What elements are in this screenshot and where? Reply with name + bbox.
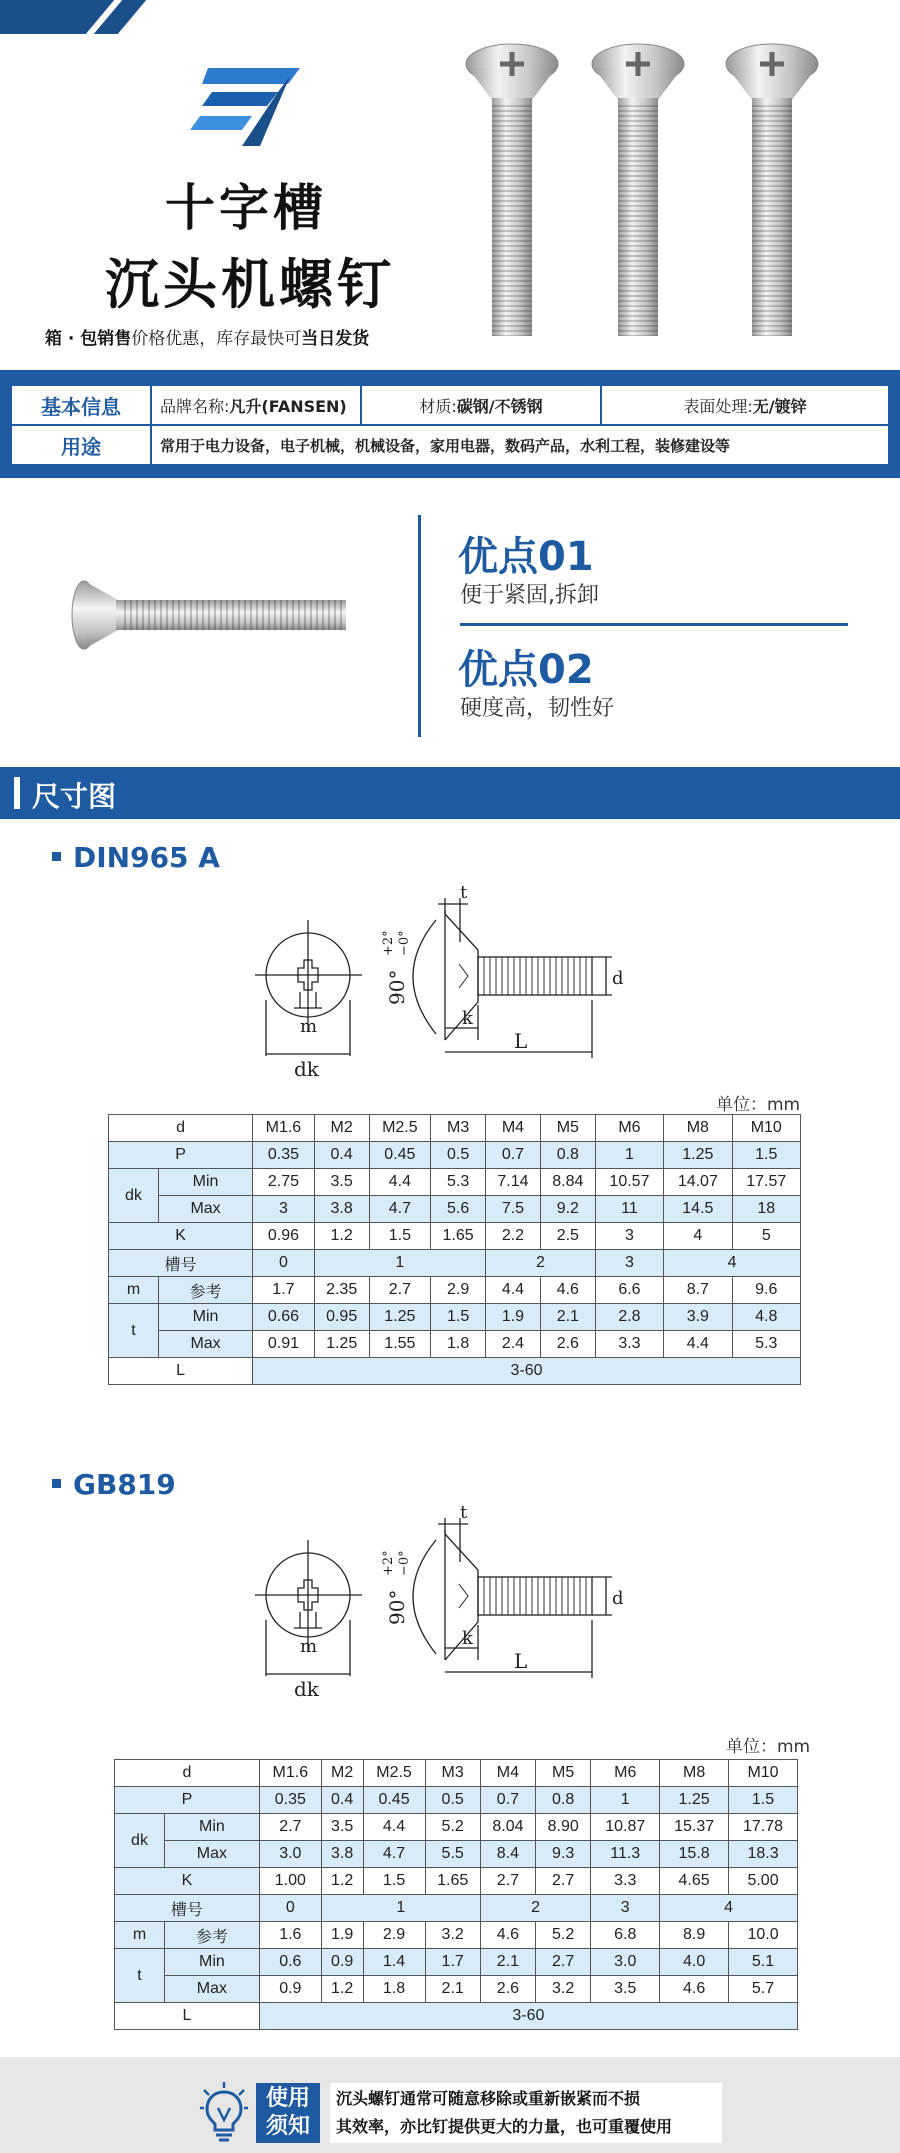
row-slot [109, 1250, 801, 1277]
material-label: 材质: [419, 396, 457, 416]
header-slot: 槽号 [115, 1895, 260, 1922]
label-angle: 90° [385, 969, 409, 1005]
k-cell: 3 [595, 1223, 663, 1250]
t-max-cell: 1.2 [321, 1976, 363, 2003]
t-max-cell: 1.25 [314, 1331, 369, 1358]
tagline-delivery: 当日发货 [301, 329, 370, 349]
pitch-cell: 0.35 [259, 1787, 321, 1814]
label-d: d [612, 968, 624, 989]
unit-label: 单位：mm [726, 1737, 811, 1757]
t-max-cell: 4.6 [660, 1976, 729, 2003]
k-cell: 2.5 [540, 1223, 595, 1250]
m-cell: 4.4 [486, 1277, 541, 1304]
t-min-cell: 5.1 [729, 1949, 798, 1976]
slot-cell: 0 [259, 1895, 321, 1922]
m-cell: 2.9 [431, 1277, 486, 1304]
header-t-min: Min [159, 1304, 253, 1331]
pitch-cell: 0.4 [321, 1787, 363, 1814]
row-l [115, 2003, 798, 2030]
row-p [109, 1142, 801, 1169]
header-l: L [109, 1358, 253, 1385]
dk-max-cell: 18 [732, 1196, 800, 1223]
row-d [109, 1115, 801, 1142]
slot-cell: 0 [253, 1250, 315, 1277]
m-cell: 1.9 [321, 1922, 363, 1949]
t-min-cell: 2.8 [595, 1304, 663, 1331]
pitch-cell: 1 [595, 1142, 663, 1169]
surface-label: 表面处理: [683, 396, 753, 416]
dimension-table-din965 [108, 1114, 801, 1385]
brand-cell [151, 385, 361, 425]
header-m-ref: 参考 [159, 1277, 253, 1304]
slot-cell: 1 [321, 1895, 480, 1922]
size-section-marker [14, 777, 20, 809]
hero-banner [0, 0, 900, 370]
header-d: d [115, 1760, 260, 1787]
screw-vertical [588, 40, 688, 340]
size-cell: M2.5 [363, 1760, 425, 1787]
pitch-cell: 0.7 [486, 1142, 541, 1169]
advantage-2-title: 优点02 [458, 647, 594, 693]
length-cell: 3-60 [253, 1358, 801, 1385]
row-p [115, 1787, 798, 1814]
dk-min-cell: 8.84 [540, 1169, 595, 1196]
pitch-cell: 0.5 [431, 1142, 486, 1169]
size-section-bar [0, 767, 900, 819]
row-t-min [115, 1949, 798, 1976]
label-tol-plus: +2° [381, 930, 396, 956]
dk-max-cell: 3 [253, 1196, 315, 1223]
dk-min-cell: 17.57 [732, 1169, 800, 1196]
header-k: K [115, 1868, 260, 1895]
tagline-price: 价格优惠，库存最快可 [131, 329, 302, 349]
pitch-cell: 0.45 [369, 1142, 431, 1169]
slot-cell: 1 [314, 1250, 485, 1277]
pitch-cell: 0.5 [425, 1787, 480, 1814]
dk-max-cell: 3.8 [321, 1841, 363, 1868]
k-cell: 1.2 [321, 1868, 363, 1895]
label-L: L [514, 1649, 528, 1673]
label-m: m [300, 1636, 318, 1657]
pitch-cell: 1.25 [664, 1142, 732, 1169]
size-cell: M8 [660, 1760, 729, 1787]
dk-min-cell: 10.57 [595, 1169, 663, 1196]
dk-min-cell: 3.5 [321, 1814, 363, 1841]
t-max-cell: 3.5 [591, 1976, 660, 2003]
k-cell: 5.00 [729, 1868, 798, 1895]
t-min-cell: 1.5 [431, 1304, 486, 1331]
dk-max-cell: 18.3 [729, 1841, 798, 1868]
size-cell: M5 [536, 1760, 591, 1787]
slot-cell: 4 [660, 1895, 798, 1922]
row-m [109, 1277, 801, 1304]
title-line-1: 十字槽 [165, 179, 327, 237]
label-t: t [460, 1502, 468, 1523]
pitch-cell: 1.5 [732, 1142, 800, 1169]
m-cell: 6.6 [595, 1277, 663, 1304]
size-cell: M2 [314, 1115, 369, 1142]
row-dk-max [109, 1196, 801, 1223]
k-cell: 5 [732, 1223, 800, 1250]
dk-max-cell: 11.3 [591, 1841, 660, 1868]
size-cell: M10 [732, 1115, 800, 1142]
header-dk-min: Min [159, 1169, 253, 1196]
dimension-drawing [250, 880, 650, 1095]
size-cell: M4 [480, 1760, 535, 1787]
m-cell: 1.7 [253, 1277, 315, 1304]
header-p: P [109, 1142, 253, 1169]
t-min-cell: 4.0 [660, 1949, 729, 1976]
row-t-max [109, 1331, 801, 1358]
header-t: t [109, 1304, 159, 1358]
k-cell: 1.00 [259, 1868, 321, 1895]
dk-max-cell: 3.8 [314, 1196, 369, 1223]
t-max-cell: 3.3 [595, 1331, 663, 1358]
dk-min-cell: 10.87 [591, 1814, 660, 1841]
dk-max-cell: 15.8 [660, 1841, 729, 1868]
pitch-cell: 0.4 [314, 1142, 369, 1169]
size-cell: M3 [431, 1115, 486, 1142]
dk-min-cell: 14.07 [664, 1169, 732, 1196]
t-min-cell: 0.66 [253, 1304, 315, 1331]
m-cell: 8.7 [664, 1277, 732, 1304]
dk-min-cell: 4.4 [369, 1169, 431, 1196]
k-cell: 3.3 [591, 1868, 660, 1895]
logo-mark [190, 68, 300, 148]
dk-min-cell: 2.75 [253, 1169, 315, 1196]
m-cell: 2.7 [369, 1277, 431, 1304]
row-dk-max [115, 1841, 798, 1868]
t-min-cell: 2.7 [536, 1949, 591, 1976]
k-cell: 1.5 [369, 1223, 431, 1250]
dk-max-cell: 11 [595, 1196, 663, 1223]
slot-cell: 2 [486, 1250, 596, 1277]
k-cell: 2.7 [536, 1868, 591, 1895]
length-cell: 3-60 [259, 2003, 797, 2030]
header-slot: 槽号 [109, 1250, 253, 1277]
t-max-cell: 5.7 [729, 1976, 798, 2003]
slot-cell: 2 [480, 1895, 591, 1922]
size-cell: M6 [595, 1115, 663, 1142]
t-max-cell: 2.6 [540, 1331, 595, 1358]
dk-min-cell: 2.7 [259, 1814, 321, 1841]
header-m: m [115, 1922, 165, 1949]
pitch-cell: 0.35 [253, 1142, 315, 1169]
dk-max-cell: 9.3 [536, 1841, 591, 1868]
m-cell: 2.9 [363, 1922, 425, 1949]
dk-min-cell: 7.14 [486, 1169, 541, 1196]
standard-title-gb819: GB819 [52, 1468, 176, 1501]
bulb-icon [200, 2082, 248, 2144]
header-dk-min: Min [165, 1814, 260, 1841]
t-min-cell: 0.9 [321, 1949, 363, 1976]
brand-label: 品牌名称: [160, 396, 230, 416]
standard-title-din965: DIN965 A [52, 841, 220, 874]
dk-min-cell: 4.4 [363, 1814, 425, 1841]
row-t-min [109, 1304, 801, 1331]
material-value: 碳钢/不锈钢 [456, 396, 543, 416]
k-cell: 1.65 [431, 1223, 486, 1250]
label-m: m [300, 1016, 318, 1037]
t-min-cell: 1.9 [486, 1304, 541, 1331]
row-dk-min [115, 1814, 798, 1841]
t-min-cell: 2.1 [540, 1304, 595, 1331]
screw-vertical [462, 40, 562, 340]
header-k: K [109, 1223, 253, 1250]
pitch-cell: 0.7 [480, 1787, 535, 1814]
header-m-ref: 参考 [165, 1922, 260, 1949]
dk-max-cell: 3.0 [259, 1841, 321, 1868]
k-cell: 1.2 [314, 1223, 369, 1250]
label-tol-plus: +2° [381, 1550, 396, 1576]
dk-max-cell: 4.7 [363, 1841, 425, 1868]
basic-info-label: 基本信息 [11, 385, 151, 425]
header-dk: dk [109, 1169, 159, 1223]
header-dk-max: Max [165, 1841, 260, 1868]
label-tol-minus: −0° [397, 930, 412, 956]
size-cell: M4 [486, 1115, 541, 1142]
dk-max-cell: 5.6 [431, 1196, 486, 1223]
t-max-cell: 0.91 [253, 1331, 315, 1358]
dk-min-cell: 8.90 [536, 1814, 591, 1841]
surface-value: 无/镀锌 [752, 396, 807, 416]
row-k [109, 1223, 801, 1250]
notice-line-1: 沉头螺钉通常可随意移除或重新嵌紧而不损 [336, 2089, 641, 2108]
m-cell: 9.6 [732, 1277, 800, 1304]
unit-label: 单位：mm [716, 1095, 801, 1115]
m-cell: 5.2 [536, 1922, 591, 1949]
slot-cell: 4 [664, 1250, 801, 1277]
dk-min-cell: 15.37 [660, 1814, 729, 1841]
advantage-1-title: 优点01 [458, 534, 594, 580]
k-cell: 1.65 [425, 1868, 480, 1895]
row-d [115, 1760, 798, 1787]
basic-info-table [10, 384, 890, 466]
header-l: L [115, 2003, 260, 2030]
tagline [45, 324, 369, 349]
t-max-cell: 4.4 [664, 1331, 732, 1358]
m-cell: 3.2 [425, 1922, 480, 1949]
title-line-2: 沉头机螺钉 [105, 253, 395, 316]
size-cell: M10 [729, 1760, 798, 1787]
header-t-max: Max [165, 1976, 260, 2003]
pitch-cell: 0.45 [363, 1787, 425, 1814]
dk-max-cell: 14.5 [664, 1196, 732, 1223]
t-min-cell: 0.95 [314, 1304, 369, 1331]
header-dk: dk [115, 1814, 165, 1868]
k-cell: 0.96 [253, 1223, 315, 1250]
row-m [115, 1922, 798, 1949]
m-cell: 8.9 [660, 1922, 729, 1949]
dk-min-cell: 17.78 [729, 1814, 798, 1841]
t-max-cell: 0.9 [259, 1976, 321, 2003]
screw-vertical [722, 40, 822, 340]
row-l [109, 1358, 801, 1385]
t-max-cell: 1.8 [431, 1331, 486, 1358]
pitch-cell: 0.8 [536, 1787, 591, 1814]
notice-label [256, 2083, 320, 2143]
pitch-cell: 0.8 [540, 1142, 595, 1169]
label-angle: 90° [385, 1589, 409, 1625]
notice-text [330, 2083, 722, 2143]
advantages-separator [460, 623, 848, 626]
m-cell: 4.6 [540, 1277, 595, 1304]
slot-cell: 3 [591, 1895, 660, 1922]
screw-horizontal [70, 580, 350, 650]
dk-max-cell: 5.5 [425, 1841, 480, 1868]
advantages-divider [418, 515, 421, 737]
size-cell: M1.6 [253, 1115, 315, 1142]
label-k: k [462, 1628, 473, 1649]
label-d: d [612, 1588, 624, 1609]
header-m: m [109, 1277, 159, 1304]
t-max-cell: 2.1 [425, 1976, 480, 2003]
size-cell: M5 [540, 1115, 595, 1142]
t-max-cell: 2.4 [486, 1331, 541, 1358]
header-t-max: Max [159, 1331, 253, 1358]
t-min-cell: 1.25 [369, 1304, 431, 1331]
label-dk: dk [294, 1057, 319, 1081]
pitch-cell: 1.25 [660, 1787, 729, 1814]
t-min-cell: 2.1 [480, 1949, 535, 1976]
brand-value: 凡升(FANSEN) [229, 396, 347, 416]
t-min-cell: 3.0 [591, 1949, 660, 1976]
advantage-2-desc: 硬度高，韧性好 [460, 696, 615, 721]
header-d: d [109, 1115, 253, 1142]
t-max-cell: 1.8 [363, 1976, 425, 2003]
dk-max-cell: 9.2 [540, 1196, 595, 1223]
t-min-cell: 1.7 [425, 1949, 480, 1976]
basic-info-panel [0, 370, 900, 478]
header-p: P [115, 1787, 260, 1814]
dk-min-cell: 5.2 [425, 1814, 480, 1841]
m-cell: 6.8 [591, 1922, 660, 1949]
size-section-title: 尺寸图 [32, 780, 117, 813]
pitch-cell: 1.5 [729, 1787, 798, 1814]
dk-max-cell: 4.7 [369, 1196, 431, 1223]
dimension-drawing [250, 1500, 650, 1715]
t-min-cell: 1.4 [363, 1949, 425, 1976]
surface-cell [601, 385, 889, 425]
k-cell: 2.7 [480, 1868, 535, 1895]
label-tol-minus: −0° [397, 1550, 412, 1576]
label-dk: dk [294, 1677, 319, 1701]
t-max-cell: 2.6 [480, 1976, 535, 2003]
usage-value: 常用于电力设备，电子机械，机械设备，家用电器，数码产品，水利工程，装修建设等 [151, 425, 889, 465]
row-slot [115, 1895, 798, 1922]
label-L: L [514, 1029, 528, 1053]
dk-min-cell: 8.04 [480, 1814, 535, 1841]
t-min-cell: 0.6 [259, 1949, 321, 1976]
usage-label: 用途 [11, 425, 151, 465]
size-cell: M2 [321, 1760, 363, 1787]
advantage-1-desc: 便于紧固,拆卸 [460, 583, 599, 608]
m-cell: 2.35 [314, 1277, 369, 1304]
t-max-cell: 3.2 [536, 1976, 591, 2003]
slot-cell: 3 [595, 1250, 663, 1277]
header-t: t [115, 1949, 165, 2003]
header-dk-max: Max [159, 1196, 253, 1223]
tagline-sales: 箱 · 包销售 [45, 329, 132, 349]
label-t: t [460, 882, 468, 903]
pitch-cell: 1 [591, 1787, 660, 1814]
t-max-cell: 5.3 [732, 1331, 800, 1358]
dimension-table-gb819 [114, 1759, 798, 2030]
m-cell: 10.0 [729, 1922, 798, 1949]
size-cell: M8 [664, 1115, 732, 1142]
row-t-max [115, 1976, 798, 2003]
m-cell: 4.6 [480, 1922, 535, 1949]
size-cell: M2.5 [369, 1115, 431, 1142]
size-cell: M1.6 [259, 1760, 321, 1787]
dk-max-cell: 8.4 [480, 1841, 535, 1868]
m-cell: 1.6 [259, 1922, 321, 1949]
t-min-cell: 4.8 [732, 1304, 800, 1331]
size-cell: M3 [425, 1760, 480, 1787]
notice-line-2: 其效率，亦比钉提供更大的力量，也可重覆使用 [336, 2117, 673, 2136]
label-k: k [462, 1008, 473, 1029]
row-k [115, 1868, 798, 1895]
size-cell: M6 [591, 1760, 660, 1787]
dk-max-cell: 7.5 [486, 1196, 541, 1223]
k-cell: 4.65 [660, 1868, 729, 1895]
k-cell: 2.2 [486, 1223, 541, 1250]
material-cell [361, 385, 601, 425]
header-t-min: Min [165, 1949, 260, 1976]
dk-min-cell: 3.5 [314, 1169, 369, 1196]
row-dk-min [109, 1169, 801, 1196]
notice-label-text: 使用 须知 [265, 2086, 310, 2139]
k-cell: 1.5 [363, 1868, 425, 1895]
dk-min-cell: 5.3 [431, 1169, 486, 1196]
t-max-cell: 1.55 [369, 1331, 431, 1358]
k-cell: 4 [664, 1223, 732, 1250]
t-min-cell: 3.9 [664, 1304, 732, 1331]
